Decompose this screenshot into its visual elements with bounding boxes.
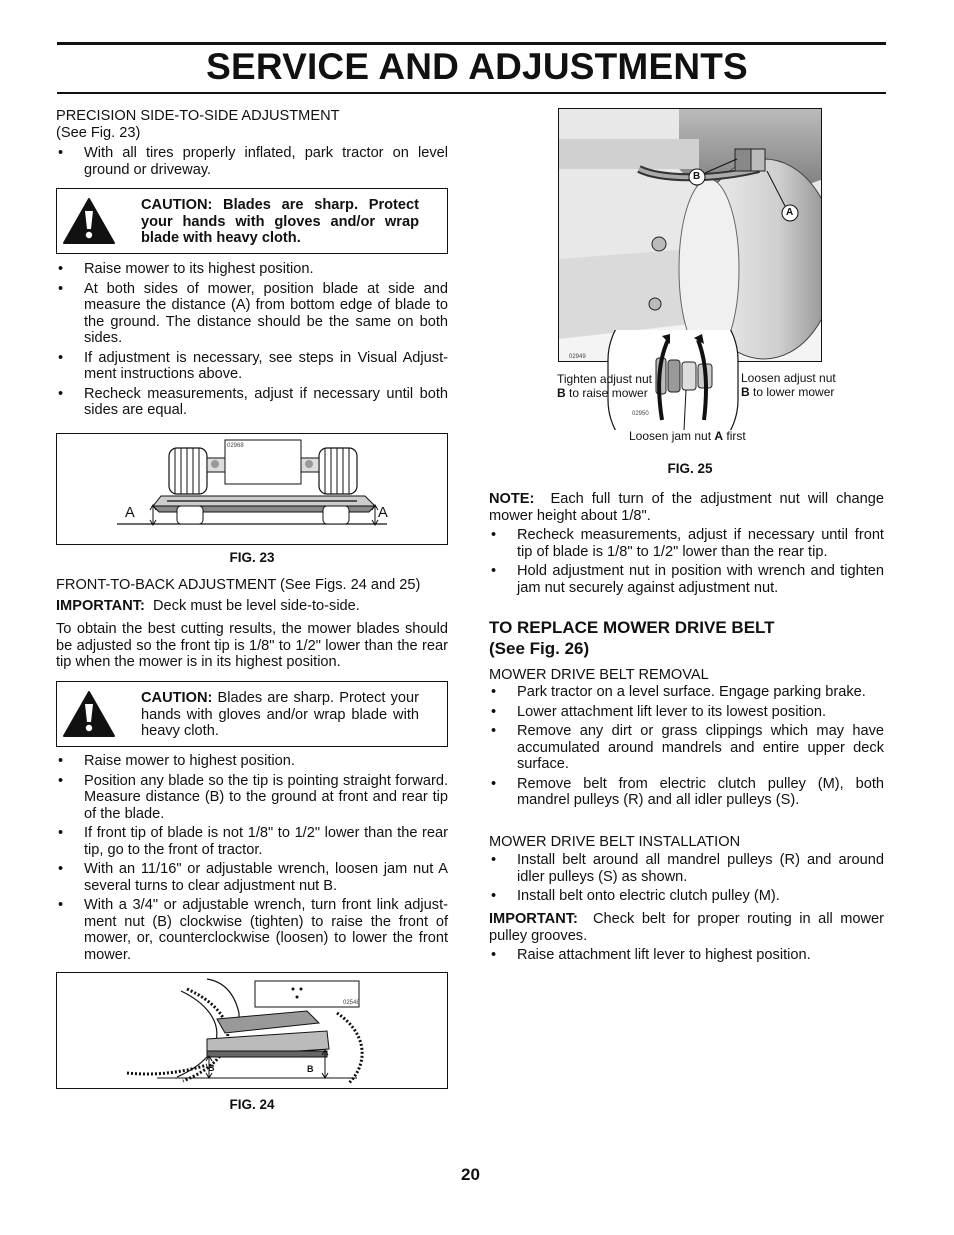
list-item: • Park tractor on a level surface. Engage parking brake. xyxy=(489,684,884,701)
fig23-illustration xyxy=(57,434,448,545)
front-bullets xyxy=(56,753,448,963)
top-rule xyxy=(57,42,886,45)
list-item: • Remove belt from electric clutch pulley (M), both mandrel pulleys (R) and all idler pulleys (S). xyxy=(489,776,884,809)
fig23-box xyxy=(56,433,448,545)
list-item: • With all tires properly inflated, park tractor on level ground or driveway. xyxy=(56,145,448,178)
list-item: • If adjustment is necessary, see steps in Visual Adjust-ment instructions above. xyxy=(56,350,448,383)
list-item: • Install belt onto electric clutch pulley (M). xyxy=(489,888,884,905)
caution-box-1 xyxy=(56,188,448,254)
install-bullets xyxy=(489,852,884,905)
fig25-code2: 02950 xyxy=(632,411,649,417)
important-2: IMPORTANT: Check belt for proper routing in all mower pulley grooves. xyxy=(489,911,884,944)
fig23-label-a-left: A xyxy=(125,505,135,521)
list-item: • Raise mower to its highest position. xyxy=(56,261,448,278)
fig24-caption: FIG. 24 xyxy=(229,1097,275,1112)
list-item: • With an 11/16" or adjustable wrench, loosen jam nut A several turns to clear adjustment nut B. xyxy=(56,861,448,894)
list-item: • Position any blade so the tip is pointing straight forward. Measure distance (B) to the ground at front and rear tip of the blade. xyxy=(56,773,448,823)
warning-icon xyxy=(62,690,116,738)
list-item: • Raise attachment lift lever to highest position. xyxy=(489,947,884,964)
page-number: 20 xyxy=(461,1165,480,1184)
fig25-illustration xyxy=(559,109,822,362)
side-to-side-heading: PRECISION SIDE-TO-SIDE ADJUSTMENT (See Fig. 23) xyxy=(56,108,340,141)
list-item: • Remove any dirt or grass clippings which may have accumulated around mandrels and entire upper deck surface. xyxy=(489,723,884,773)
front-to-back-heading: FRONT-TO-BACK ADJUSTMENT (See Figs. 24 and 25) xyxy=(56,577,421,593)
fig24-label-b1: B xyxy=(208,1063,215,1073)
fig25-box xyxy=(558,108,822,362)
list-item: • With a 3/4" or adjustable wrench, turn front link adjust-ment nut (B) clockwise (tighten) to raise the front of mower, or, counterclockwise (loosen) to lower the front mower. xyxy=(56,897,448,963)
fig25-label-a: A xyxy=(786,207,794,218)
fig25-loosen-label: Loosen adjust nut B to lower mower xyxy=(741,371,836,399)
front-paragraph: To obtain the best cutting results, the mower blades should be adjusted so the front tip is 1/8" to 1/2" lower than the rear tip when the mower is in its highest position. xyxy=(56,621,448,670)
fig23-code: 02968 xyxy=(227,443,244,449)
important-1: IMPORTANT: Deck must be level side-to-side. xyxy=(56,598,360,614)
list-item: • If front tip of blade is not 1/8" to 1/2" lower than the rear tip, go to the front of tractor. xyxy=(56,825,448,858)
caution-text-1: CAUTION: Blades are sharp. Protect your hands with gloves and/or wrap blade with heavy cloth. xyxy=(141,197,419,246)
warning-icon xyxy=(62,197,116,245)
caution-text-2: CAUTION: Blades are sharp. Protect your hands with gloves and/or wrap blade with heavy cloth. xyxy=(141,690,419,739)
belt-heading: TO REPLACE MOWER DRIVE BELT (See Fig. 26) xyxy=(489,618,775,658)
install-heading: MOWER DRIVE BELT INSTALLATION xyxy=(489,834,741,850)
fig24-box xyxy=(56,972,448,1089)
fig24-code: 02548 xyxy=(343,1000,360,1006)
fig24-illustration xyxy=(57,973,448,1089)
fig25-caption: FIG. 25 xyxy=(667,461,713,476)
list-item: • Recheck measurements, adjust if necessary until front tip of blade is 1/8" to 1/2" lower than the rear tip. xyxy=(489,527,884,560)
list-item: • Recheck measurements, adjust if necessary until both sides are equal. xyxy=(56,386,448,419)
title-underline xyxy=(57,92,886,94)
fig25-jam-label: Loosen jam nut A first xyxy=(629,429,746,443)
fig25-tighten-label: Tighten adjust nut B to raise mower xyxy=(557,372,652,400)
fig25-code1: 02949 xyxy=(569,354,586,360)
removal-bullets xyxy=(489,684,884,809)
list-item: • Hold adjustment nut in position with wrench and tighten jam nut securely against adjustment nut. xyxy=(489,563,884,596)
list-item: • Install belt around all mandrel pulleys (R) and around idler pulleys (S) as shown. xyxy=(489,852,884,885)
page-title: SERVICE AND ADJUSTMENTS xyxy=(206,46,748,87)
list-item: • Lower attachment lift lever to its lowest position. xyxy=(489,704,884,721)
final-bullets xyxy=(489,947,884,964)
side-bullets-b xyxy=(56,261,448,419)
list-item: • Raise mower to highest position. xyxy=(56,753,448,770)
removal-heading: MOWER DRIVE BELT REMOVAL xyxy=(489,667,709,683)
fig25-label-b: B xyxy=(693,171,701,182)
note-bullets xyxy=(489,527,884,596)
fig24-label-b2: B xyxy=(307,1064,314,1074)
caution-box-2 xyxy=(56,681,448,747)
fig23-caption: FIG. 23 xyxy=(229,550,275,565)
fig23-label-a-right: A xyxy=(378,505,388,521)
list-item: • At both sides of mower, position blade at side and measure the distance (A) from bottom edge of blade to the ground. The distance should be the same on both sides. xyxy=(56,281,448,347)
side-bullets-a xyxy=(56,145,448,178)
note-paragraph: NOTE: Each full turn of the adjustment nut will change mower height about 1/8". xyxy=(489,491,885,524)
